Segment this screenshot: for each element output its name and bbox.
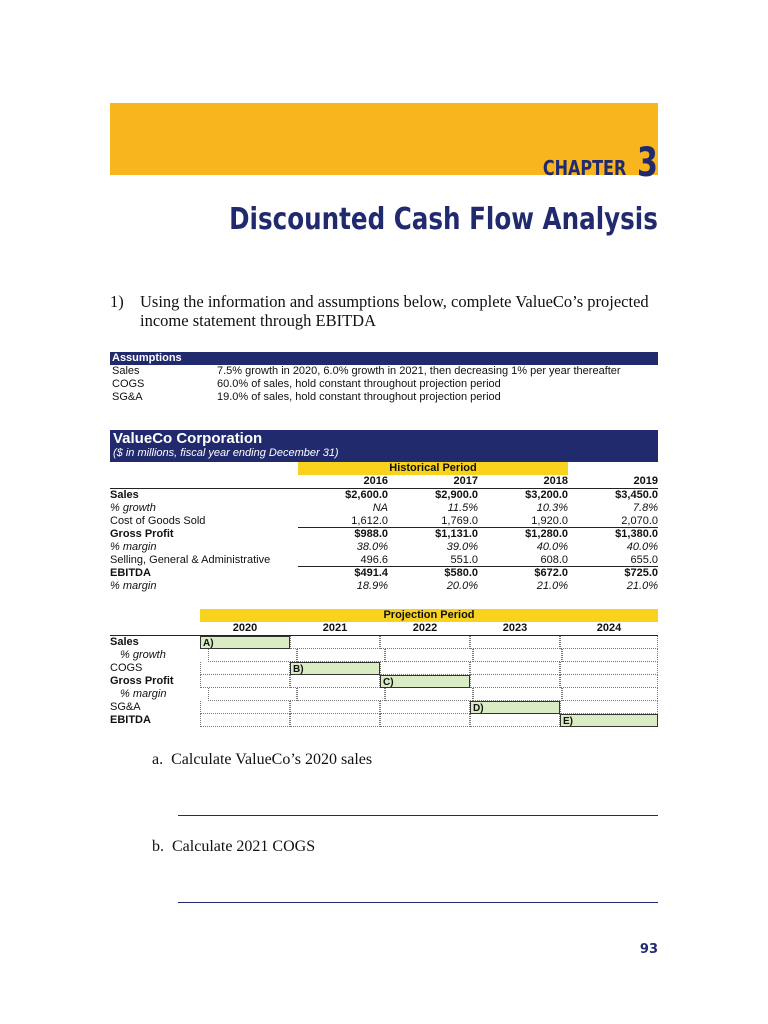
row-label: % margin xyxy=(110,541,157,553)
projection-cell[interactable] xyxy=(208,649,296,662)
projection-cell[interactable] xyxy=(562,649,658,662)
year-header: 2024 xyxy=(596,622,622,634)
assumption-key: SG&A xyxy=(112,391,143,403)
projection-period-label: Projection Period xyxy=(200,609,658,622)
assumption-row xyxy=(110,391,658,404)
answer-box[interactable] xyxy=(470,701,560,714)
answer-tag: A) xyxy=(203,638,214,649)
projection-row xyxy=(110,662,658,675)
projection-row xyxy=(110,688,658,701)
cell-value: 7.8% xyxy=(632,502,658,514)
projection-cell[interactable] xyxy=(380,636,470,649)
row-label: EBITDA xyxy=(110,567,151,579)
historical-row xyxy=(110,567,658,580)
cell-value: 10.3% xyxy=(536,502,568,514)
cell-value: $988.0 xyxy=(354,528,388,540)
projection-cell[interactable] xyxy=(297,688,385,701)
projection-cell[interactable] xyxy=(200,662,290,675)
cell-value: $3,200.0 xyxy=(525,489,568,501)
assumption-row xyxy=(110,365,658,378)
projection-cell[interactable] xyxy=(380,701,470,714)
historical-row xyxy=(110,515,658,528)
row-label: % growth xyxy=(120,649,166,661)
answer-tag: C) xyxy=(383,677,394,688)
projection-cell[interactable] xyxy=(473,649,561,662)
cell-value: 2,070.0 xyxy=(568,515,658,528)
year-header: 2021 xyxy=(322,622,348,634)
answer-box[interactable] xyxy=(290,662,380,675)
row-label: Gross Profit xyxy=(110,528,174,540)
projection-row xyxy=(110,714,658,727)
cell-value: 40.0% xyxy=(536,541,568,553)
year-header: 2023 xyxy=(502,622,528,634)
spacer xyxy=(110,609,200,622)
subquestion-text: Calculate ValueCo’s 2020 sales xyxy=(171,751,373,768)
projection-cell[interactable] xyxy=(473,688,561,701)
cell-value: $1,280.0 xyxy=(525,528,568,540)
cell-value: 11.5% xyxy=(447,502,478,514)
assumption-row xyxy=(110,378,658,391)
chapter-number: 3 xyxy=(637,140,658,186)
projection-body xyxy=(110,636,658,727)
cell-value: 655.0 xyxy=(568,554,658,567)
projection-table xyxy=(110,609,658,727)
answer-tag: B) xyxy=(293,664,304,675)
historical-table xyxy=(110,462,658,593)
cell-value: $491.4 xyxy=(354,567,388,579)
historical-row xyxy=(110,502,658,515)
answer-box[interactable] xyxy=(380,675,470,688)
year-header: 2020 xyxy=(232,622,258,634)
assumption-key: COGS xyxy=(112,378,145,390)
projection-cell[interactable] xyxy=(385,649,473,662)
subquestion-label: b. xyxy=(152,838,164,855)
cell-value: 1,920.0 xyxy=(478,515,568,528)
spacer xyxy=(110,475,298,488)
spacer xyxy=(110,622,200,635)
row-label: Cost of Goods Sold xyxy=(110,515,206,527)
projection-cell[interactable] xyxy=(470,675,560,688)
year-header: 2016 xyxy=(363,475,388,487)
cell-value: $1,380.0 xyxy=(615,528,658,540)
historical-period-row xyxy=(110,462,658,475)
projection-cell[interactable] xyxy=(290,701,380,714)
cell-value: $3,450.0 xyxy=(615,489,658,501)
row-label: Gross Profit xyxy=(110,675,174,687)
answer-line-b[interactable] xyxy=(178,902,658,903)
chapter-title: Discounted Cash Flow Analysis xyxy=(229,202,658,237)
projection-cell[interactable] xyxy=(560,675,658,688)
cell-value: 1,769.0 xyxy=(388,515,478,528)
projection-cell[interactable] xyxy=(560,662,658,675)
assumption-value: 7.5% growth in 2020, 6.0% growth in 2021, then decreasing 1% per year thereafter xyxy=(217,365,621,377)
projection-cell[interactable] xyxy=(562,688,658,701)
row-label: Selling, General & Administrative xyxy=(110,554,271,566)
cell-value: $2,900.0 xyxy=(435,489,478,501)
historical-years-row xyxy=(110,475,658,489)
answer-tag: E) xyxy=(563,716,573,727)
question-number: 1) xyxy=(110,292,124,311)
projection-cell[interactable] xyxy=(290,714,380,727)
historical-row xyxy=(110,528,658,541)
answer-tag: D) xyxy=(473,703,484,714)
subquestion-a xyxy=(152,751,372,769)
assumption-key: Sales xyxy=(112,365,140,377)
row-label: % margin xyxy=(120,688,167,700)
projection-cell[interactable] xyxy=(208,688,296,701)
subquestion-label: a. xyxy=(152,751,164,768)
projection-cell[interactable] xyxy=(200,675,290,688)
cell-value: NA xyxy=(372,502,388,514)
cell-value: 608.0 xyxy=(478,554,568,567)
projection-cell[interactable] xyxy=(470,636,560,649)
answer-box[interactable] xyxy=(200,636,290,649)
row-label: Sales xyxy=(110,489,139,501)
historical-period-label: Historical Period xyxy=(298,462,568,475)
row-label: SG&A xyxy=(110,701,141,713)
projection-row xyxy=(110,649,658,662)
projection-cell[interactable] xyxy=(380,714,470,727)
question-1 xyxy=(110,292,670,330)
projection-cell[interactable] xyxy=(290,636,380,649)
year-header: 2017 xyxy=(453,475,478,487)
row-label: % growth xyxy=(110,502,156,514)
cell-value: 21.0% xyxy=(626,580,658,592)
assumption-value: 60.0% of sales, hold constant throughout projection period xyxy=(217,378,501,390)
historical-row xyxy=(110,541,658,554)
year-header: 2022 xyxy=(412,622,438,634)
company-header xyxy=(110,430,658,462)
historical-row xyxy=(110,554,658,567)
spacer xyxy=(110,462,298,475)
cell-value: 39.0% xyxy=(446,541,478,553)
cell-value: $725.0 xyxy=(624,567,658,579)
cell-value: $1,131.0 xyxy=(435,528,478,540)
chapter-word: CHAPTER xyxy=(542,156,627,180)
cell-value: 38.0% xyxy=(356,541,388,553)
historical-row xyxy=(110,489,658,502)
chapter-heading xyxy=(522,140,658,186)
assumptions-table xyxy=(110,352,658,404)
cell-value: 551.0 xyxy=(388,554,478,567)
cell-value: 40.0% xyxy=(626,541,658,553)
cell-value: 21.0% xyxy=(536,580,568,592)
projection-cell[interactable] xyxy=(560,636,658,649)
assumptions-header: Assumptions xyxy=(110,352,658,365)
historical-body xyxy=(110,489,658,593)
subquestion-text: Calculate 2021 COGS xyxy=(172,838,316,855)
year-header: 2019 xyxy=(633,475,658,487)
projection-row xyxy=(110,636,658,649)
projection-cell[interactable] xyxy=(200,714,290,727)
answer-box[interactable] xyxy=(560,714,658,727)
company-name: ValueCo Corporation xyxy=(113,430,263,447)
projection-period-row xyxy=(110,609,658,622)
row-label: Sales xyxy=(110,636,139,648)
company-subtitle: ($ in millions, fiscal year ending December 31) xyxy=(113,447,339,459)
cell-value: 496.6 xyxy=(298,554,388,567)
cell-value: $2,600.0 xyxy=(345,489,388,501)
cell-value: 20.0% xyxy=(446,580,478,592)
projection-row xyxy=(110,675,658,688)
projection-cell[interactable] xyxy=(200,701,290,714)
projection-row xyxy=(110,701,658,714)
historical-row xyxy=(110,580,658,593)
cell-value: $580.0 xyxy=(444,567,478,579)
company-bar xyxy=(110,430,658,462)
projection-cell[interactable] xyxy=(385,688,473,701)
projection-cell[interactable] xyxy=(380,662,470,675)
subquestion-b xyxy=(152,838,315,856)
page-number: 93 xyxy=(639,942,658,957)
cell-value: 18.9% xyxy=(356,580,388,592)
projection-cell[interactable] xyxy=(297,649,385,662)
question-text: Using the information and assumptions below, complete ValueCo’s projected income statement through EBITDA xyxy=(140,292,649,330)
cell-value: 1,612.0 xyxy=(298,515,388,528)
row-label: % margin xyxy=(110,580,157,592)
answer-line-a[interactable] xyxy=(178,815,658,816)
projection-cell[interactable] xyxy=(290,675,380,688)
row-label: COGS xyxy=(110,662,143,674)
year-header: 2018 xyxy=(543,475,568,487)
assumption-value: 19.0% of sales, hold constant throughout projection period xyxy=(217,391,501,403)
cell-value: $672.0 xyxy=(534,567,568,579)
projection-cell[interactable] xyxy=(470,714,560,727)
projection-cell[interactable] xyxy=(470,662,560,675)
projection-years-row xyxy=(110,622,658,636)
row-label: EBITDA xyxy=(110,714,151,726)
projection-cell[interactable] xyxy=(560,701,658,714)
